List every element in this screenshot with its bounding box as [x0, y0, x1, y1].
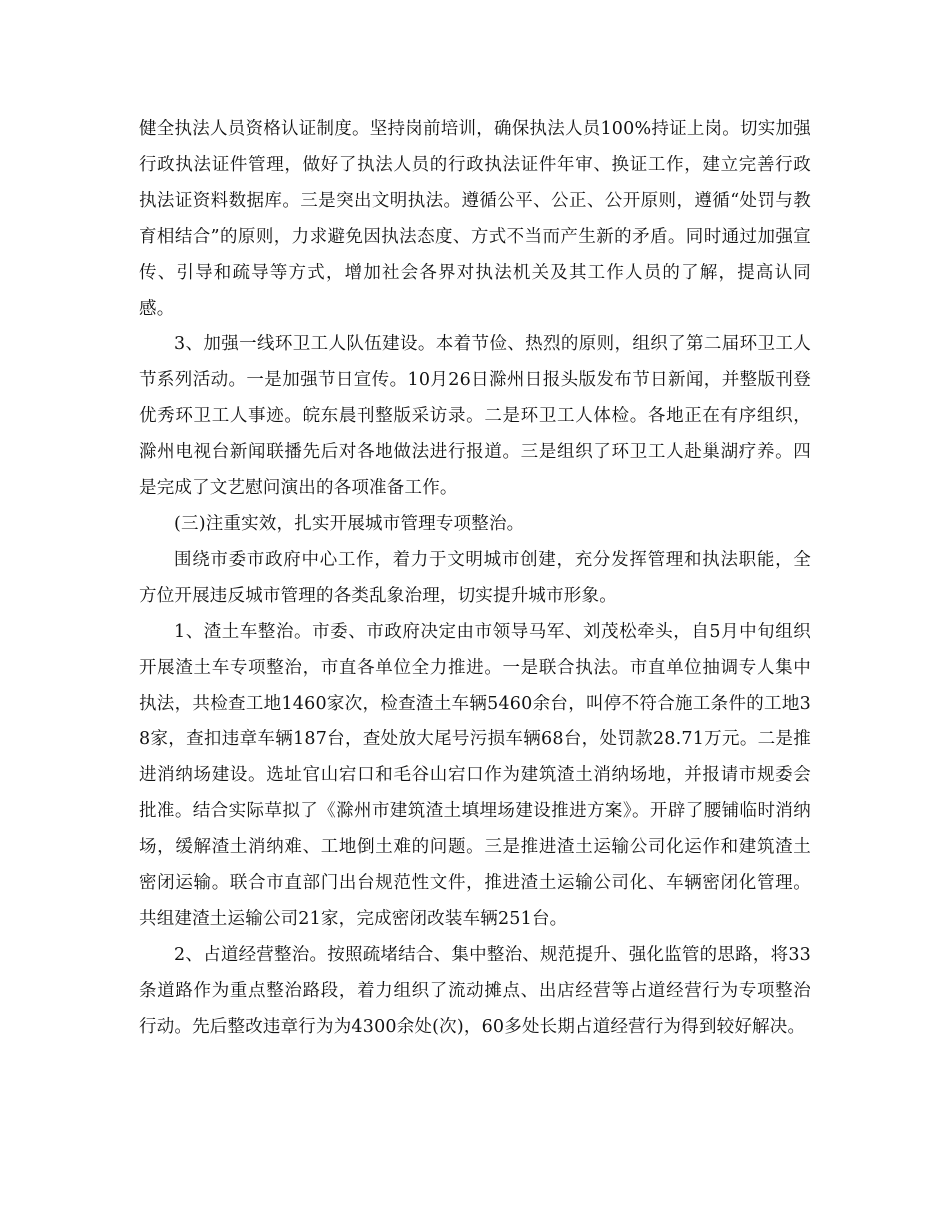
- paragraph-muck-truck-rectification: 1、渣土车整治。市委、市政府决定由市领导马军、刘茂松牵头，自5月中旬组织开展渣土车专项整治，市直各单位全力推进。一是联合执法。市直单位抽调专人集中执法，共检查工地1460家次，检查渣土车辆5460余台，叫停不符合施工条件的工地38家，查扣违章车辆187台，查处放大尾号污损车辆68台，处罚款28.71万元。二是推进消纳场建设。选址官山宕口和毛谷山宕口作为建筑渣土消纳场地，并报请市规委会批准。结合实际草拟了《滁州市建筑渣土填埋场建设推进方案》。开辟了腰铺临时消纳场，缓解渣土消纳难、工地倒土难的问题。三是推进渣土运输公司化运作和建筑渣土密闭运输。联合市直部门出台规范性文件，推进渣土运输公司化、车辆密闭化管理。共组建渣土运输公司21家，完成密闭改装车辆251台。: [139, 621, 811, 929]
- paragraph-sanitation-workers: 3、加强一线环卫工人队伍建设。本着节俭、热烈的原则，组织了第二届环卫工人节系列活动。一是加强节日宣传。10月26日滁州日报头版发布节日新闻，并整版刊登优秀环卫工人事迹。皖东晨刊整版采访录。二是环卫工人体检。各地正在有序组织，滁州电视台新闻联播先后对各地做法进行报道。三是组织了环卫工人赴巢湖疗养。四是完成了文艺慰问演出的各项准备工作。: [139, 334, 811, 499]
- paragraph-road-occupation-rectification: 2、占道经营整治。按照疏堵结合、集中整治、规范提升、强化监管的思路，将33条道路作为重点整治路段，着力组织了流动摊点、出店经营等占道经营行为专项整治行动。先后整改违章行为为4300余处(次)，60多处长期占道经营行为得到较好解决。: [139, 944, 811, 1037]
- paragraph-section-intro: 围绕市委市政府中心工作，着力于文明城市创建，充分发挥管理和执法职能，全方位开展违反城市管理的各类乱象治理，切实提升城市形象。: [139, 549, 811, 606]
- document-body: [139, 112, 811, 1046]
- paragraph-continued-certification: 健全执法人员资格认证制度。坚持岗前培训，确保执法人员100%持证上岗。切实加强行政执法证件管理，做好了执法人员的行政执法证件年审、换证工作，建立完善行政执法证资料数据库。三是突出文明执法。遵循公平、公正、公开原则，遵循“处罚与教育相结合”的原则，力求避免因执法态度、方式不当而产生新的矛盾。同时通过加强宣传、引导和疏导等方式，增加社会各界对执法机关及其工作人员的了解，提高认同感。: [139, 119, 811, 319]
- section-heading-special-rectification: (三)注重实效，扎实开展城市管理专项整治。: [174, 513, 525, 534]
